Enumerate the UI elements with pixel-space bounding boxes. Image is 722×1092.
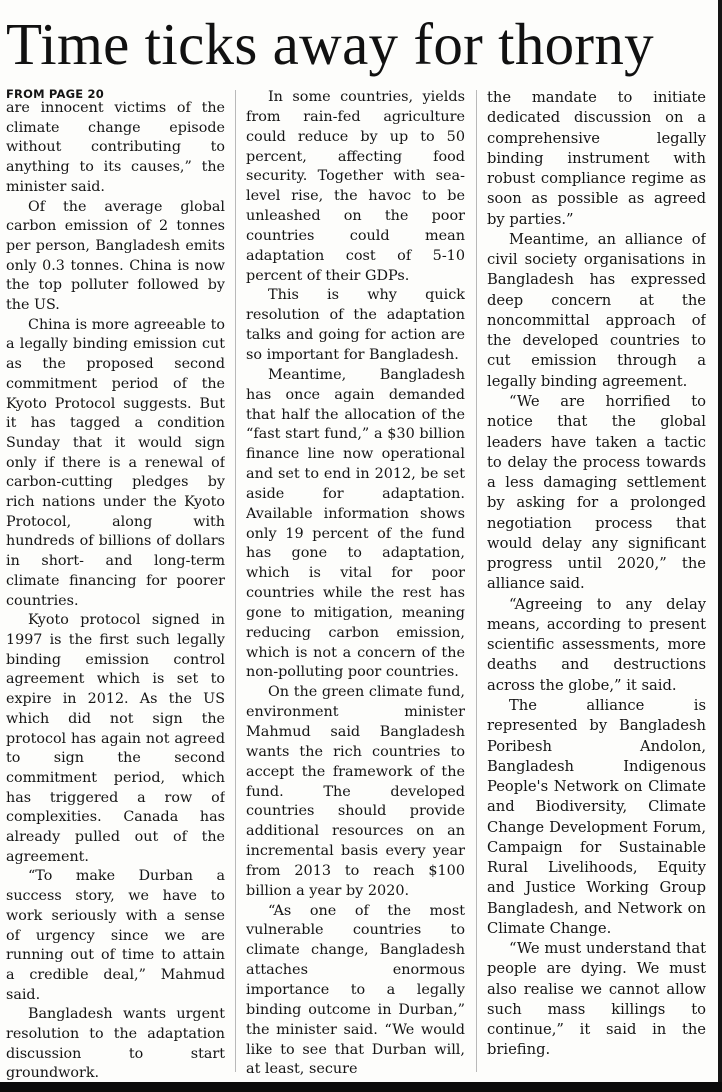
paragraph: Meantime, an alliance of civil society organisations in Bangladesh has expressed deep concern at the noncommittal approach of the developed countries to cut emission through a legally binding agreement. <box>487 230 706 390</box>
paragraph: “As one of the most vulnerable countries to climate change, Bangladesh attaches enormous importance to a legally binding outcome in Durban,” the minister said. “We would like to see that Durban will, at least, secure <box>246 902 465 1078</box>
article-column-1 <box>6 88 225 1084</box>
paragraph: On the green climate fund, environment minister Mahmud said Bangladesh wants the rich countries to accept the framework of the fund. The developed countries should provide additional resources on an incremental basis every year from 2013 to reach $100 billion a year by 2020. <box>246 684 465 899</box>
paragraph: “Agreeing to any delay means, according to present scientific assessments, more deaths and destructions across the globe,” it said. <box>487 595 706 694</box>
scan-edge <box>718 0 722 1092</box>
article-column-2 <box>246 88 465 1084</box>
paragraph: Of the average global carbon emission of 2 tonnes per person, Bangladesh emits only 0.3 tonnes. China is now the top polluter followed by the US. <box>6 198 225 314</box>
paragraph: This is why quick resolution of the adaptation talks and going for action are so important for Bangladesh. <box>246 287 465 363</box>
paragraph: the mandate to initiate dedicated discussion on a comprehensive legally binding instrument with robust compliance regime as soon as possible as agreed by parties.” <box>487 89 706 228</box>
paragraph: Bangladesh wants urgent resolution to the adaptation discussion to start groundwork. <box>6 1006 225 1082</box>
paragraph: Kyoto protocol signed in 1997 is the first such legally binding emission control agreement which is set to expire in 2012. As the US which did not sign the protocol has again not agreed to sign the second commitment period, which has triggered a row of complexities. Canada has already pulled out of the agreement. <box>6 612 225 865</box>
paragraph: “To make Durban a success story, we have to work seriously with a sense of urgency since we are running out of time to attain a credible deal,” Mahmud said. <box>6 868 225 1003</box>
paragraph: Meantime, Bangladesh has once again demanded that half the allocation of the “fast start fund,” a $30 billion finance line now operational and set to end in 2012, be set aside for adaptation. Available information shows only 19 percent of the fund has gone to adaptation, which is vital for poor countries while the rest has gone to mitigation, meaning reducing carbon emission, which is not a concern of the non-polluting poor countries. <box>246 366 465 681</box>
paragraph: “We must understand that people are dying. We must also realise we cannot allow such mass killings to continue,” it said in the briefing. <box>487 940 706 1059</box>
jump-label: FROM PAGE 20 <box>6 88 104 101</box>
paragraph: “We are horrified to notice that the global leaders have taken a tactic to delay the process towards a less damaging settlement by asking for a prolonged negotiation process that would delay any significant progress until 2020,” the alliance said. <box>487 392 706 593</box>
scan-edge <box>0 1082 722 1092</box>
column-rule <box>235 90 236 1072</box>
column-rule <box>476 90 477 1072</box>
paragraph: China is more agreeable to a legally binding emission cut as the proposed second commitment period of the Kyoto Protocol suggests. But it has tagged a condition Sunday that it would sign only if there is a renewal of carbon-cutting pledges by rich nations under the Kyoto Protocol, along with hundreds of billions of dollars in short- and long-term climate financing for poorer countries. <box>6 316 225 609</box>
headline: Time ticks away for thorny <box>6 11 654 77</box>
article-column-3 <box>487 88 706 1084</box>
paragraph: The alliance is represented by Bangladesh Poribesh Andolon, Bangladesh Indigenous People's Network on Climate and Biodiversity, Climate Change Development Forum, Campaign for Sustainable Rural Livelihoods, Equity and Justice Working Group Bangladesh, and Network on Climate Change. <box>487 696 706 937</box>
paragraph: are innocent victims of the climate change episode without contributing to anything to its causes,” the minister said. <box>6 100 225 195</box>
paragraph: In some countries, yields from rain-fed agriculture could reduce by up to 50 percent, affecting food security. Together with sea-level rise, the havoc to be unleashed on the poor countries could mean adaptation cost of 5-10 percent of their GDPs. <box>246 89 465 284</box>
